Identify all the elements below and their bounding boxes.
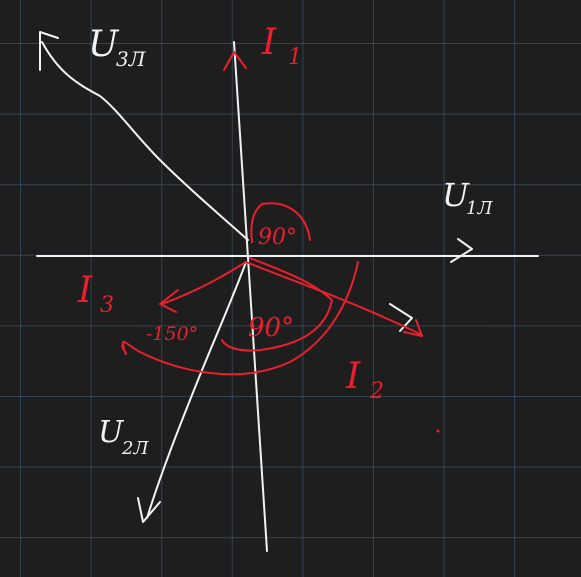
- label-u2: [98, 415, 149, 459]
- label-angle-left: -150°: [146, 323, 199, 345]
- label-i1: [261, 22, 302, 70]
- vertical-axis: [234, 42, 267, 551]
- ink-dot: [437, 430, 440, 433]
- label-u3-sub: 3Л: [116, 47, 146, 71]
- label-i3-main: I: [78, 270, 93, 311]
- label-u3-main: U: [88, 24, 119, 65]
- label-u1-sub: 1Л: [466, 198, 493, 219]
- label-u1: [442, 176, 493, 219]
- label-u1-main: U: [442, 176, 469, 214]
- u1-short-arrow: [390, 304, 412, 331]
- label-u3: [88, 24, 147, 71]
- label-i2: [345, 356, 384, 404]
- label-i3: [77, 270, 114, 318]
- label-angle-top: 90°: [258, 225, 297, 250]
- label-u2-sub: 2Л: [122, 438, 149, 459]
- label-angle-center: 90°: [248, 313, 295, 343]
- label-i3-sub: 3: [100, 293, 114, 318]
- label-u2-main: U: [98, 415, 124, 450]
- i3-phasor: [160, 262, 246, 312]
- label-i2-sub: 2: [370, 379, 384, 404]
- label-i2-main: I: [346, 356, 361, 397]
- u2-phasor: [138, 262, 246, 522]
- label-i1-sub: 1: [288, 45, 302, 70]
- label-i1-main: I: [262, 22, 277, 63]
